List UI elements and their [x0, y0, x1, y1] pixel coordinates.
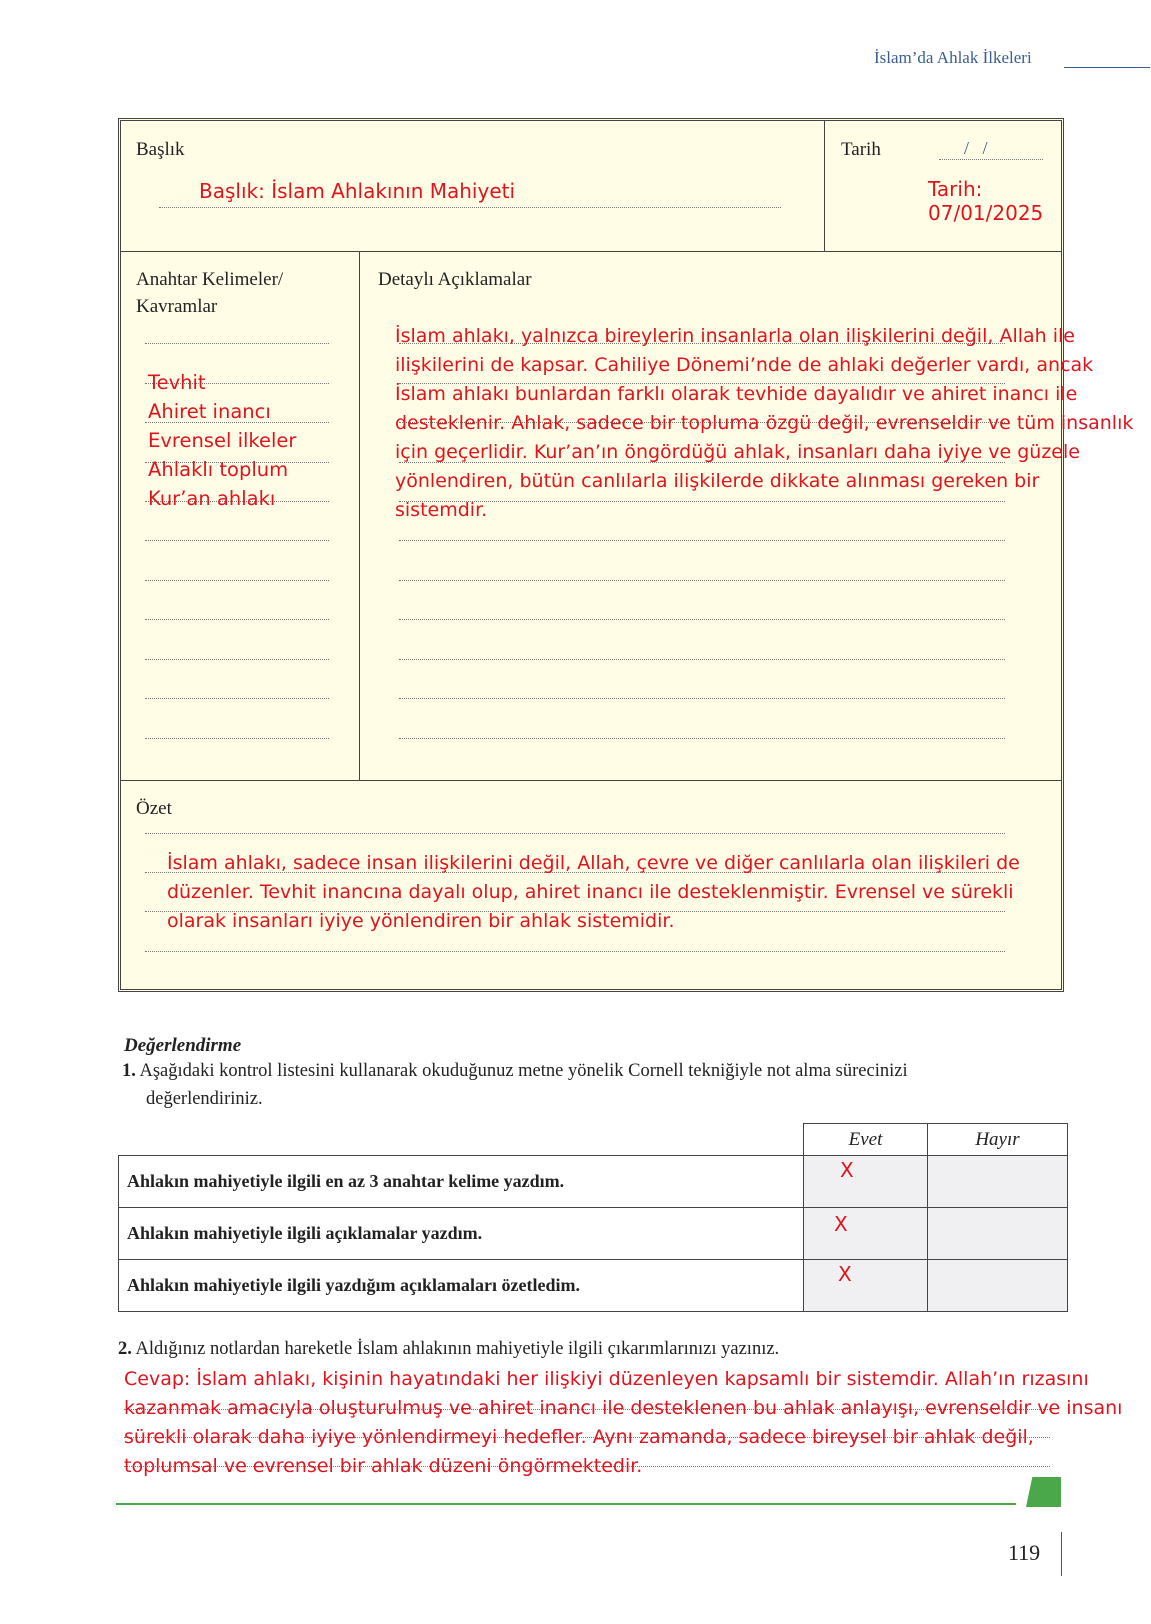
no-checkbox[interactable]	[928, 1208, 1068, 1260]
summary-line: İslam ahlakı, sadece insan ilişkilerini değil, Allah, çevre ve diğer canlılarla olan ilişkileri de	[167, 852, 1020, 874]
page-number-rule	[1061, 1532, 1062, 1576]
summary-line: olarak insanları iyiye yönlendiren bir ahlak sistemidir.	[167, 910, 675, 932]
keywords-label-2: Kavramlar	[136, 296, 218, 317]
title-label: Başlık	[136, 139, 185, 160]
page-number: 119	[1008, 1540, 1041, 1565]
details-dotted-line	[399, 659, 1005, 660]
question-1-number: 1.	[122, 1061, 136, 1081]
keyword-item: Tevhit	[148, 371, 206, 394]
keywords-label: Anahtar Kelimeler/	[136, 269, 284, 290]
date-label: Tarih	[841, 139, 881, 160]
table-row	[119, 1156, 1068, 1208]
cue-column-divider	[359, 251, 360, 780]
yes-mark: X	[834, 1212, 848, 1236]
question-2-number: 2.	[118, 1339, 132, 1359]
question-2	[118, 1335, 779, 1363]
details-line: sistemdir.	[395, 499, 488, 521]
cue-dotted-line	[145, 619, 329, 620]
details-dotted-line	[399, 580, 1005, 581]
date-dotted-line	[939, 159, 1043, 160]
checklist-header-blank	[119, 1124, 804, 1156]
details-dotted-line	[399, 619, 1005, 620]
criterion-cell: Ahlakın mahiyetiyle ilgili açıklamalar yazdım.	[119, 1208, 804, 1260]
answer-line: toplumsal ve evrensel bir ahlak düzeni öngörmektedir.	[124, 1455, 643, 1477]
yes-checkbox[interactable]	[804, 1208, 928, 1260]
details-line: İslam ahlakı, yalnızca bireylerin insanlarla olan ilişkilerini değil, Allah ile	[395, 325, 1075, 347]
details-line: desteklenir. Ahlak, sadece bir topluma özgü değil, evrenseldir ve tüm insanlık	[395, 412, 1134, 434]
question-1	[122, 1057, 908, 1085]
answer-line: kazanmak amacıyla oluşturulmuş ve ahiret inancı ile desteklenen bu ahlak anlayışı, evrenseldir ve insanı	[124, 1397, 1123, 1419]
answer-line: Cevap: İslam ahlakı, kişinin hayatındaki her ilişkiyi düzenleyen kapsamlı bir sistemdir. Allah’ın rızasını	[124, 1368, 1089, 1390]
summary-line: düzenler. Tevhit inancına dayalı olup, ahiret inancı ile desteklenmiştir. Evrensel ve sürekli	[167, 881, 1014, 903]
cue-dotted-line	[145, 659, 329, 660]
answer-line: sürekli olarak daha iyiye yönlendirmeyi hedefler. Aynı zamanda, sadece bireysel bir ahlak değil,	[124, 1426, 1034, 1448]
running-header-title: İslam’da Ahlak İlkeleri	[874, 48, 1032, 67]
keywords-list	[148, 368, 296, 513]
question-2-text: Aldığınız notlardan hareketle İslam ahlakının mahiyetiyle ilgili çıkarımlarınızı yazınız.	[135, 1339, 780, 1359]
cue-dotted-line	[145, 738, 329, 739]
cue-dotted-line	[145, 580, 329, 581]
criterion-cell: Ahlakın mahiyetiyle ilgili yazdığım açıklamaları özetledim.	[119, 1260, 804, 1312]
summary-dotted-line	[145, 833, 1005, 834]
criterion-cell: Ahlakın mahiyetiyle ilgili en az 3 anahtar kelime yazdım.	[119, 1156, 804, 1208]
details-dotted-line	[399, 738, 1005, 739]
details-line: yönlendiren, bütün canlılarla ilişkilerde dikkate alınması gereken bir	[395, 470, 1040, 492]
no-checkbox[interactable]	[928, 1260, 1068, 1312]
title-dotted-line	[159, 207, 781, 208]
header-rule	[1064, 67, 1150, 68]
checklist-table	[118, 1123, 1068, 1312]
col-no-header: Hayır	[928, 1124, 1068, 1156]
summary-label: Özet	[136, 798, 172, 819]
footer-green-tab	[1026, 1477, 1061, 1507]
table-row	[119, 1208, 1068, 1260]
yes-checkbox[interactable]	[804, 1156, 928, 1208]
summary-divider	[121, 780, 1061, 781]
cornell-note-sheet	[118, 118, 1134, 992]
table-row	[119, 1260, 1068, 1312]
details-dotted-line	[399, 698, 1005, 699]
details-line: ilişkilerini de kapsar. Cahiliye Dönemi’nde de ahlaki değerler vardı, ancak	[395, 354, 1094, 376]
cue-dotted-line	[145, 698, 329, 699]
details-line: için geçerlidir. Kur’an’ın öngördüğü ahlak, insanları daha iyiye ve güzele	[395, 441, 1080, 463]
footer-green-rule	[116, 1503, 1016, 1505]
keyword-item: Ahlaklı toplum	[148, 458, 289, 481]
keyword-item: Ahiret inancı	[148, 400, 271, 423]
title-value: Başlık: İslam Ahlakının Mahiyeti	[199, 179, 516, 203]
details-label: Detaylı Açıklamalar	[378, 269, 532, 290]
title-date-divider	[824, 121, 825, 251]
details-text	[395, 322, 1134, 525]
summary-text	[167, 849, 1020, 936]
evaluation-title: Değerlendirme	[124, 1035, 242, 1056]
cue-dotted-line	[145, 540, 329, 541]
keyword-item: Evrensel ilkeler	[148, 429, 297, 452]
yes-checkbox[interactable]	[804, 1260, 928, 1312]
yes-mark: X	[840, 1158, 854, 1182]
keyword-item: Kur’an ahlakı	[148, 487, 276, 510]
summary-dotted-line	[145, 951, 1005, 952]
cue-dotted-line	[145, 343, 329, 344]
question-1-line-2: değerlendiriniz.	[146, 1089, 263, 1109]
no-checkbox[interactable]	[928, 1156, 1068, 1208]
date-slashes: / /	[964, 138, 988, 158]
col-yes-header: Evet	[804, 1124, 928, 1156]
details-line: İslam ahlakı bunlardan farklı olarak tevhide dayalıdır ve ahiret inancı ile	[395, 383, 1078, 405]
date-value: Tarih: 07/01/2025	[928, 177, 1044, 225]
header-row-divider	[121, 251, 1061, 252]
details-dotted-line	[399, 540, 1005, 541]
question-1-line: Aşağıdaki kontrol listesini kullanarak okuduğunuz metne yönelik Cornell tekniğiyle not alma sürecinizi	[139, 1061, 908, 1081]
yes-mark: X	[838, 1262, 852, 1286]
answer-text	[124, 1365, 1122, 1481]
